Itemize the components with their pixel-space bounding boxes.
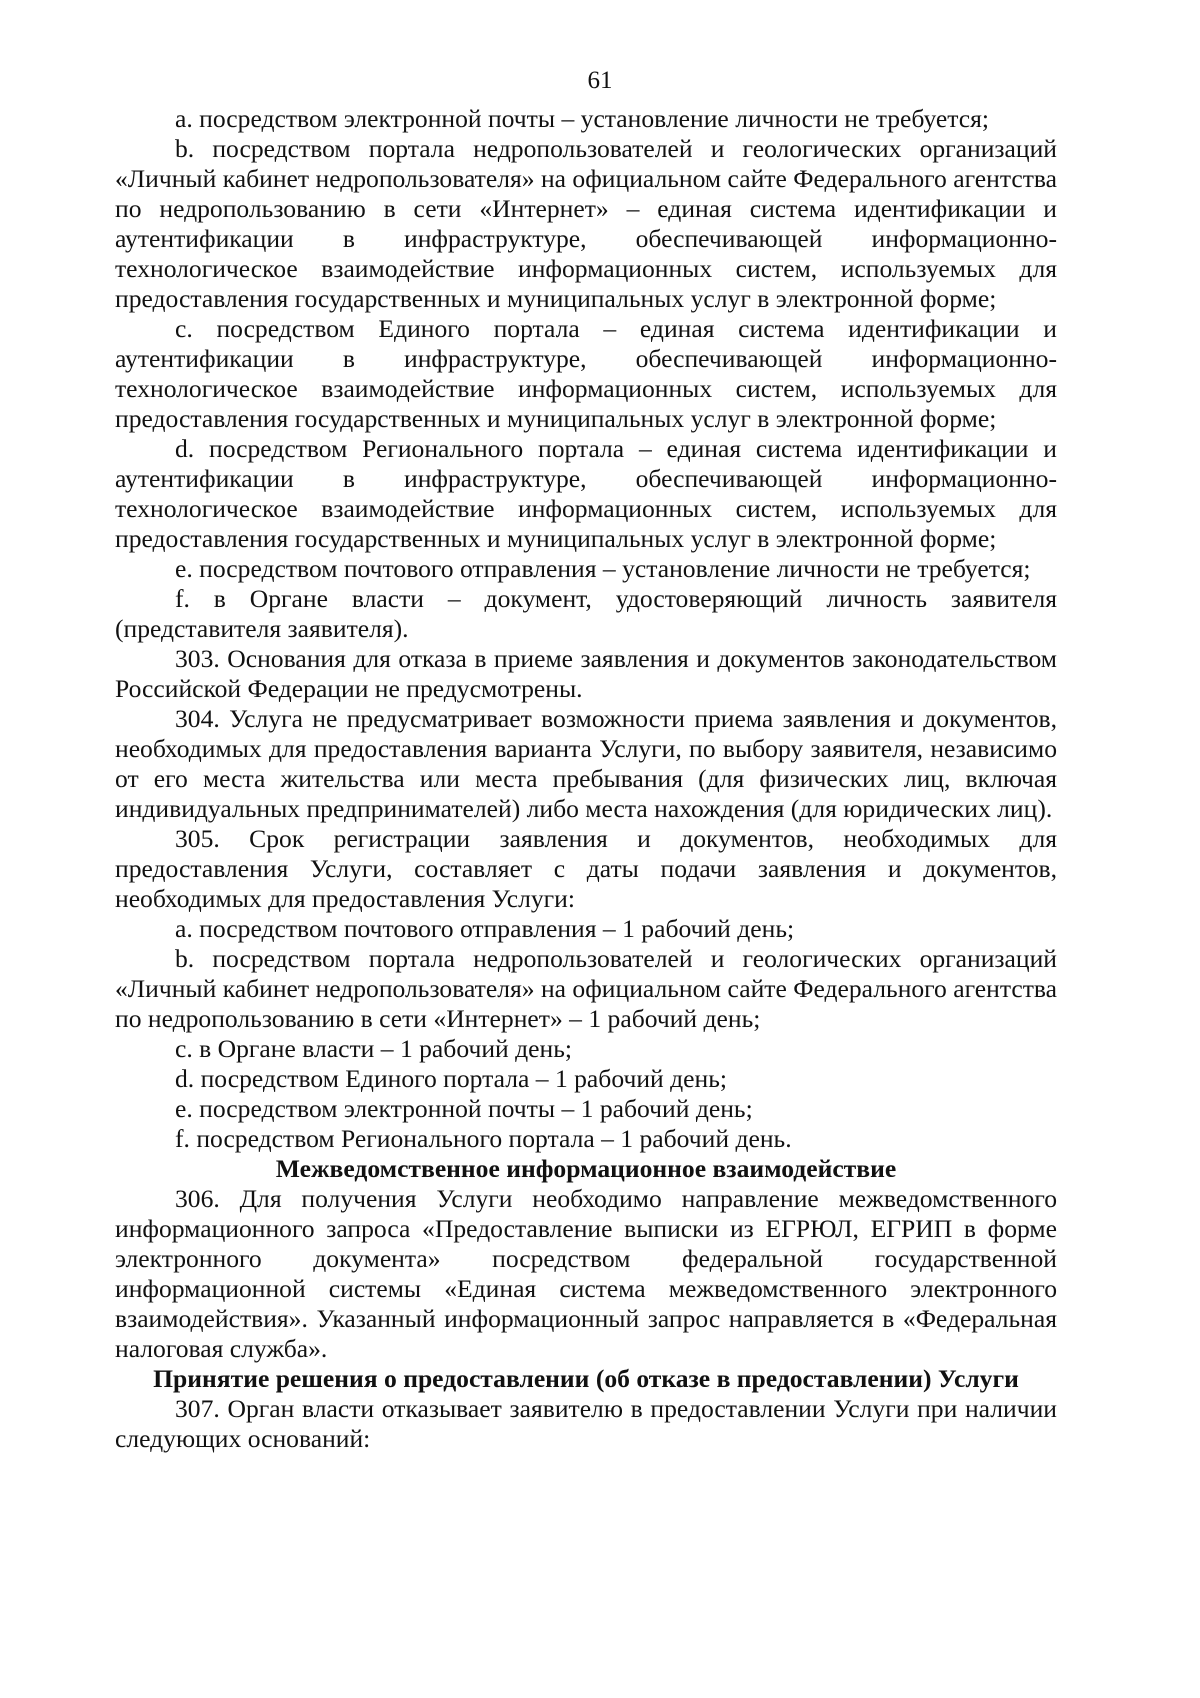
- list-item-b-subsoil-portal-term: b. посредством портала недропользователей и геологических организаций «Личный кабинет недропользователя» на официальном сайте Федерального агентства по недропользованию в сети «Интернет» – 1 рабочий день;: [115, 944, 1057, 1033]
- list-item-e-email-term: e. посредством электронной почты – 1 рабочий день;: [175, 1094, 753, 1123]
- paragraph-307: 307. Орган власти отказывает заявителю в предоставлении Услуги при наличии следующих оснований:: [115, 1394, 1057, 1453]
- page-number: 61: [587, 67, 613, 94]
- paragraph-306: 306. Для получения Услуги необходимо направление межведомственного информационного запроса «Предоставление выписки из ЕГРЮЛ, ЕГРИП в форме электронного документа» посредством федеральной государственной информационной системы «Единая система межведомственного электронного взаимодействия». Указанный информационный запрос направляется в «Федеральная налоговая служба».: [115, 1184, 1057, 1363]
- section-heading-decision: Принятие решения о предоставлении (об отказе в предоставлении) Услуги: [153, 1364, 1019, 1393]
- list-item-a-email: a. посредством электронной почты – установление личности не требуется;: [175, 104, 990, 133]
- list-item-d-unified-portal-term: d. посредством Единого портала – 1 рабочий день;: [175, 1064, 727, 1093]
- list-item-e-postal: e. посредством почтового отправления – установление личности не требуется;: [175, 554, 1031, 583]
- paragraph-304: 304. Услуга не предусматривает возможности приема заявления и документов, необходимых для предоставления варианта Услуги, по выбору заявителя, независимо от его места жительства или места пребывания (для физических лиц, включая индивидуальных предпринимателей) либо места нахождения (для юридических лиц).: [115, 704, 1057, 823]
- list-item-f-regional-portal-term: f. посредством Регионального портала – 1 рабочий день.: [175, 1124, 792, 1153]
- section-heading-interagency: Межведомственное информационное взаимодействие: [275, 1154, 897, 1183]
- list-item-a-postal-term: a. посредством почтового отправления – 1 рабочий день;: [175, 914, 795, 943]
- list-item-f-authority: f. в Органе власти – документ, удостоверяющий личность заявителя (представителя заявителя).: [115, 584, 1057, 643]
- list-item-c-authority-term: c. в Органе власти – 1 рабочий день;: [175, 1034, 572, 1063]
- document-body: [115, 104, 1057, 1454]
- paragraph-303: 303. Основания для отказа в приеме заявления и документов законодательством Российской Федерации не предусмотрены.: [115, 644, 1057, 703]
- list-item-c-unified-portal: c. посредством Единого портала – единая система идентификации и аутентификации в инфраструктуре, обеспечивающей информационно-технологическое взаимодействие информационных систем, используемых для предоставления государственных и муниципальных услуг в электронной форме;: [115, 314, 1057, 433]
- paragraph-305: 305. Срок регистрации заявления и документов, необходимых для предоставления Услуги, составляет с даты подачи заявления и документов, необходимых для предоставления Услуги:: [115, 824, 1057, 913]
- list-item-d-regional-portal: d. посредством Регионального портала – единая система идентификации и аутентификации в инфраструктуре, обеспечивающей информационно-технологическое взаимодействие информационных систем, используемых для предоставления государственных и муниципальных услуг в электронной форме;: [115, 434, 1057, 553]
- list-item-b-subsoil-portal: b. посредством портала недропользователей и геологических организаций «Личный кабинет недропользователя» на официальном сайте Федерального агентства по недропользованию в сети «Интернет» – единая система идентификации и аутентификации в инфраструктуре, обеспечивающей информационно-технологическое взаимодействие информационных систем, используемых для предоставления государственных и муниципальных услуг в электронной форме;: [115, 134, 1057, 313]
